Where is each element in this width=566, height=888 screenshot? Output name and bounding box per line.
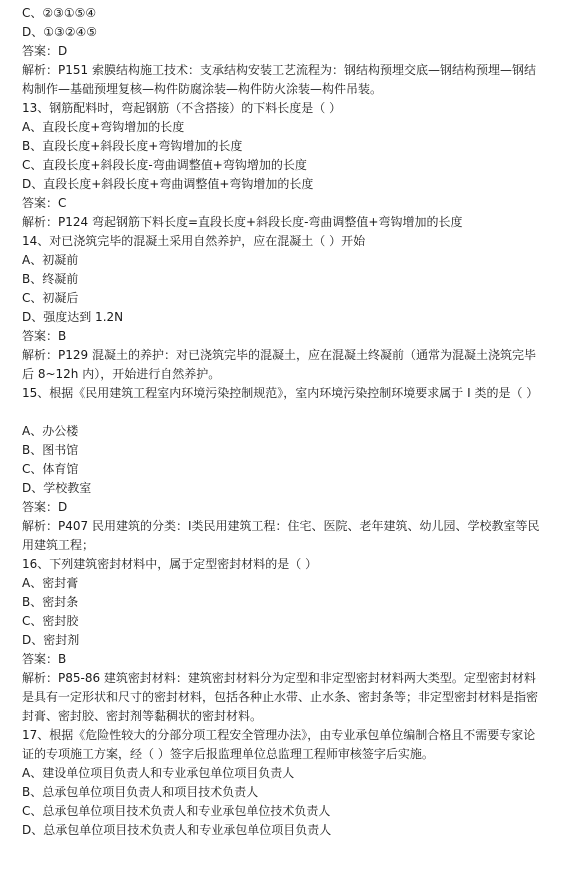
option-c-q17: C、总承包单位项目技术负责人和专业承包单位技术负责人 (22, 804, 331, 818)
option-d-q17: D、总承包单位项目技术负责人和专业承包单位项目负责人 (22, 823, 332, 837)
option-a-q16: A、密封膏 (22, 576, 79, 590)
question-16: 16、下列建筑密封材料中，属于定型密封材料的是（ ） (22, 557, 318, 571)
option-c-q15: C、体育馆 (22, 462, 79, 476)
explanation-q13: 解析：P124 弯起钢筋下料长度=直段长度+斜段长度-弯曲调整值+弯钩增加的长度 (22, 215, 463, 229)
option-d-q16: D、密封剂 (22, 633, 80, 647)
option-b-q14: B、终凝前 (22, 272, 79, 286)
explanation-q16: 解析：P85-86 建筑密封材料：建筑密封材料分为定型和非定型密封材料两大类型。定型密封材料是具有一定形状和尺寸的密封材料，包括各种止水带、止水条、密封条等；非定型密封材料是指密封膏、密封胶、密封剂等黏稠状的密封材料。 (22, 671, 539, 723)
option-c-q14: C、初凝后 (22, 291, 79, 305)
option-b-q15: B、图书馆 (22, 443, 79, 457)
question-14: 14、对已浇筑完毕的混凝土采用自然养护，应在混凝土（ ）开始 (22, 234, 366, 248)
option-d-q12: D、①③②④⑤ (22, 25, 98, 39)
question-17: 17、根据《危险性较大的分部分项工程安全管理办法》，由专业承包单位编制合格且不需要专家论证的专项施工方案，经（ ）签字后报监理单位总监理工程师审核签字后实施。 (22, 728, 536, 761)
answer-q12: 答案：D (22, 44, 68, 58)
explanation-q15: 解析：P407 民用建筑的分类：I类民用建筑工程：住宅、医院、老年建筑、幼儿园、学校教室等民用建筑工程； (22, 519, 540, 552)
option-b-q16: B、密封条 (22, 595, 79, 609)
option-a-q14: A、初凝前 (22, 253, 79, 267)
option-c-q12: C、②③①⑤④ (22, 6, 97, 20)
question-15: 15、根据《民用建筑工程室内环境污染控制规范》，室内环境污染控制环境要求属于 I 类的是（ ） (22, 386, 539, 400)
option-d-q14: D、强度达到 1.2N (22, 310, 124, 324)
option-c-q16: C、密封胶 (22, 614, 79, 628)
option-d-q13: D、直段长度+斜段长度+弯曲调整值+弯钩增加的长度 (22, 177, 314, 191)
question-13: 13、钢筋配料时，弯起钢筋（不含搭接）的下料长度是（ ） (22, 101, 342, 115)
option-d-q15: D、学校教室 (22, 481, 92, 495)
answer-q14: 答案：B (22, 329, 67, 343)
answer-q15: 答案：D (22, 500, 68, 514)
option-a-q17: A、建设单位项目负责人和专业承包单位项目负责人 (22, 766, 295, 780)
option-a-q13: A、直段长度+弯钩增加的长度 (22, 120, 185, 134)
explanation-q12: 解析：P151 索膜结构施工技术：支承结构安装工艺流程为：钢结构预埋交底—钢结构预埋—钢结构制作—基础预埋复核—构件防腐涂装—构件防火涂装—构件吊装。 (22, 63, 536, 96)
option-c-q13: C、直段长度+斜段长度-弯曲调整值+弯钩增加的长度 (22, 158, 307, 172)
answer-q16: 答案：B (22, 652, 67, 666)
answer-q13: 答案：C (22, 196, 67, 210)
option-b-q17: B、总承包单位项目负责人和项目技术负责人 (22, 785, 259, 799)
option-a-q15: A、办公楼 (22, 424, 79, 438)
explanation-q14: 解析：P129 混凝土的养护：对已浇筑完毕的混凝土，应在混凝土终凝前（通常为混凝土浇筑完毕后 8~12h 内），开始进行自然养护。 (22, 348, 536, 381)
option-b-q13: B、直段长度+斜段长度+弯钩增加的长度 (22, 139, 243, 153)
